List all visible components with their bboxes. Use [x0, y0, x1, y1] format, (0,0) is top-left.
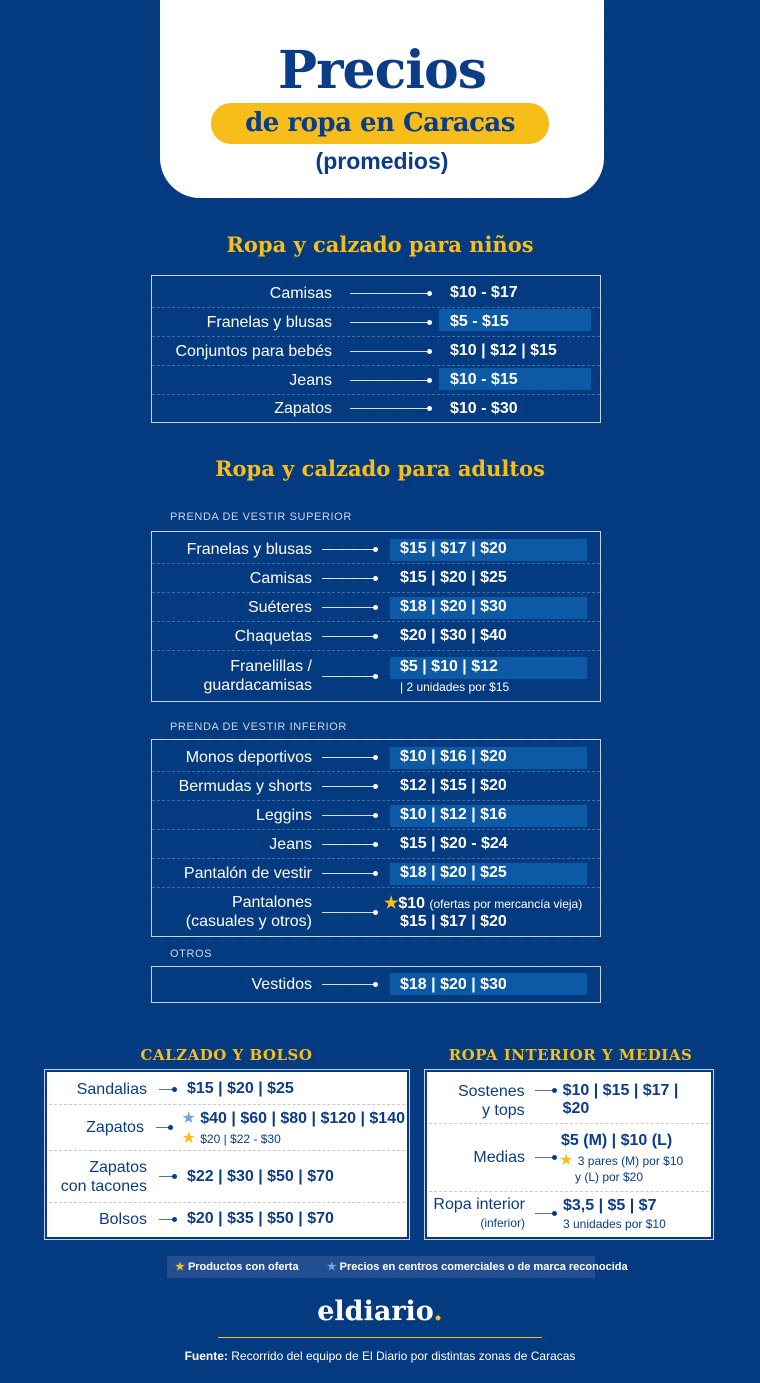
connector	[535, 1157, 555, 1158]
label-line: y tops	[481, 1102, 525, 1119]
row-value: $20 | $30 | $40	[400, 627, 507, 644]
connector	[322, 844, 376, 845]
label-line: Zapatos	[89, 1158, 147, 1176]
offer-price-line	[181, 1128, 405, 1148]
table-row	[152, 888, 600, 936]
offer-line	[384, 893, 582, 913]
offer-note: (ofertas por mercancía vieja)	[429, 897, 583, 911]
offer-star-icon: ★	[175, 1261, 185, 1273]
underwear-table	[427, 1072, 711, 1237]
label-line: (inferior)	[480, 1215, 525, 1230]
section-title-kids: Ropa y calzado para niños	[226, 232, 534, 257]
label-line: (casuales y otros)	[185, 913, 312, 930]
connector	[322, 912, 376, 913]
row-value-group	[181, 1108, 405, 1148]
legend	[167, 1256, 628, 1278]
row-value: $10 - $30	[450, 399, 518, 417]
connector	[322, 549, 376, 550]
table-row	[152, 743, 600, 772]
row-label: Bermudas y shorts	[178, 777, 312, 795]
row-label: Jeans	[289, 371, 332, 389]
connector	[350, 351, 430, 352]
mall-price-line	[181, 1108, 405, 1128]
label-line: guardacamisas	[203, 677, 312, 694]
table-row	[152, 279, 600, 308]
row-label: Zapatos	[86, 1119, 144, 1136]
row-label	[49, 1158, 147, 1196]
connector	[159, 1176, 175, 1177]
row-value: $3,5 | $5 | $7	[563, 1196, 657, 1214]
row-value: $18 | $20 | $30	[400, 975, 507, 993]
row-value-group	[563, 1197, 666, 1231]
connector	[159, 1219, 175, 1220]
row-value: $22 | $30 | $50 | $70	[187, 1167, 334, 1185]
row-value: $5 - $15	[450, 313, 509, 330]
connector	[322, 815, 376, 816]
table-row	[152, 651, 600, 701]
table-row	[152, 308, 600, 337]
source-text: Recorrido del equipo de El Diario por distintas zonas de Caracas	[227, 1349, 576, 1363]
connector	[322, 636, 376, 637]
page-title: Precios	[278, 40, 486, 101]
row-label: Suéteres	[247, 598, 312, 616]
table-row	[152, 395, 600, 422]
row-value: $10 | $12 | $15	[450, 342, 557, 359]
label-line: Ropa interior	[433, 1195, 525, 1213]
page-subtitle: (promedios)	[315, 148, 449, 174]
group-label-other: OTROS	[170, 948, 213, 960]
connector	[322, 873, 376, 874]
connector	[159, 1089, 175, 1090]
row-value: $40 | $60 | $80 | $120 | $140	[200, 1109, 405, 1127]
row-value: $12 | $15 | $20	[400, 777, 507, 794]
table-row	[152, 337, 600, 366]
row-value: $20 | $35 | $50 | $70	[187, 1210, 334, 1227]
table-row	[429, 1074, 709, 1124]
connector	[322, 786, 376, 787]
connector	[322, 676, 376, 677]
row-note: 3 unidades por $10	[563, 1216, 666, 1231]
connector	[322, 607, 376, 608]
row-value: $15 | $17 | $20	[400, 913, 507, 930]
footer-source	[0, 1349, 760, 1363]
connector	[350, 380, 430, 381]
offer-value: $10	[398, 895, 426, 912]
mall-star-icon: ★	[326, 1261, 337, 1273]
table-row	[429, 1124, 709, 1192]
label-line: Pantalones	[231, 894, 312, 911]
row-label: Bolsos	[98, 1210, 147, 1228]
lower-table	[151, 739, 601, 937]
row-value: $10 | $15 | $17 | $20	[562, 1082, 679, 1117]
row-label	[152, 893, 312, 931]
table-row	[152, 593, 600, 622]
table-row	[49, 1203, 405, 1235]
row-value-group	[384, 893, 582, 931]
table-row	[152, 622, 600, 651]
offer-line	[559, 1150, 683, 1170]
row-value: $15 | $20 | $25	[400, 569, 507, 586]
row-value: $18 | $20 | $30	[400, 598, 507, 615]
table-row	[152, 564, 600, 593]
section-title-adults: Ropa y calzado para adultos	[215, 456, 545, 481]
row-label	[429, 1082, 525, 1120]
connector	[535, 1090, 555, 1091]
row-label: Jeans	[269, 835, 312, 853]
row-value: $5 | $10 | $12	[400, 658, 498, 675]
table-row	[152, 535, 600, 564]
connector	[322, 578, 376, 579]
brand-dot: .	[433, 1296, 443, 1327]
table-row	[49, 1105, 405, 1151]
row-label: Camisas	[249, 569, 312, 587]
group-label-lower: PRENDA DE VESTIR INFERIOR	[170, 721, 347, 733]
connector	[350, 322, 430, 323]
offer-star-icon: ★	[181, 1129, 196, 1147]
offer-note: y (L) por $20	[575, 1169, 644, 1184]
group-label-upper: PRENDA DE VESTIR SUPERIOR	[170, 511, 352, 523]
offer-note: 3 pares (M) por $10	[577, 1153, 684, 1168]
row-label: Monos deportivos	[185, 748, 312, 766]
row-value: $15 | $17 | $20	[400, 540, 507, 557]
row-label: Franelas y blusas	[186, 540, 312, 558]
table-row	[152, 969, 600, 1000]
row-label	[152, 657, 312, 695]
table-row	[49, 1151, 405, 1203]
kids-table	[151, 275, 601, 423]
row-label: Medias	[473, 1149, 525, 1166]
upper-table	[151, 531, 601, 702]
table-row	[152, 830, 600, 859]
connector	[322, 984, 376, 985]
row-value: $10 - $17	[450, 284, 518, 301]
title-pill: de ropa en Caracas	[211, 103, 549, 144]
connector	[350, 408, 430, 409]
row-label: Zapatos	[274, 400, 332, 417]
label-line: con tacones	[60, 1177, 147, 1195]
row-label	[429, 1195, 525, 1233]
row-value: $5 (M) | $10 (L)	[561, 1131, 673, 1149]
table-row	[49, 1074, 405, 1105]
mall-star-icon: ★	[181, 1109, 196, 1127]
offer-star-icon: ★	[384, 895, 399, 912]
table-row	[152, 772, 600, 801]
row-label: Chaquetas	[234, 627, 312, 645]
legend-mall: Precios en centros comerciales o de marca reconocida	[339, 1261, 628, 1273]
footwear-table	[47, 1072, 407, 1237]
connector	[535, 1213, 555, 1214]
row-value-group	[559, 1132, 683, 1184]
connector	[156, 1127, 172, 1128]
brand-logo	[0, 1296, 760, 1327]
row-label: Franelas y blusas	[206, 313, 332, 331]
row-value: $18 | $20 | $25	[400, 864, 507, 881]
offer-star-icon: ★	[559, 1151, 574, 1169]
row-label: Conjuntos para bebés	[175, 342, 332, 360]
brand-name: eldiario	[317, 1296, 434, 1327]
row-value: $15 | $20 - $24	[400, 835, 508, 852]
table-row	[429, 1192, 709, 1235]
row-label: Vestidos	[251, 976, 312, 993]
footer-divider	[218, 1337, 542, 1338]
table-row	[152, 801, 600, 830]
source-label: Fuente:	[184, 1349, 228, 1363]
offer-value: $20 | $22 - $30	[200, 1131, 281, 1146]
label-line: Sostenes	[457, 1083, 525, 1100]
row-value: $15 | $20 | $25	[187, 1080, 294, 1097]
other-table	[151, 966, 601, 1003]
section-title-underwear: ROPA INTERIOR Y MEDIAS	[448, 1046, 693, 1064]
label-line: Franelillas /	[230, 658, 312, 675]
connector	[322, 757, 376, 758]
section-title-footwear: CALZADO Y BOLSO	[140, 1046, 313, 1064]
row-value-group	[400, 658, 509, 694]
table-row	[152, 859, 600, 888]
legend-offer: Productos con oferta	[187, 1261, 299, 1273]
row-value: $10 - $15	[450, 371, 518, 388]
connector	[350, 293, 430, 294]
row-label: Pantalón de vestir	[183, 864, 312, 882]
header-card	[160, 0, 604, 198]
row-value: $10 | $12 | $16	[400, 806, 507, 823]
table-row	[152, 366, 600, 395]
row-label: Sandalias	[76, 1080, 147, 1098]
row-label: Leggins	[255, 806, 312, 824]
row-value: $10 | $16 | $20	[400, 748, 507, 765]
row-note: | 2 unidades por $15	[400, 680, 510, 694]
row-label: Camisas	[269, 284, 332, 302]
